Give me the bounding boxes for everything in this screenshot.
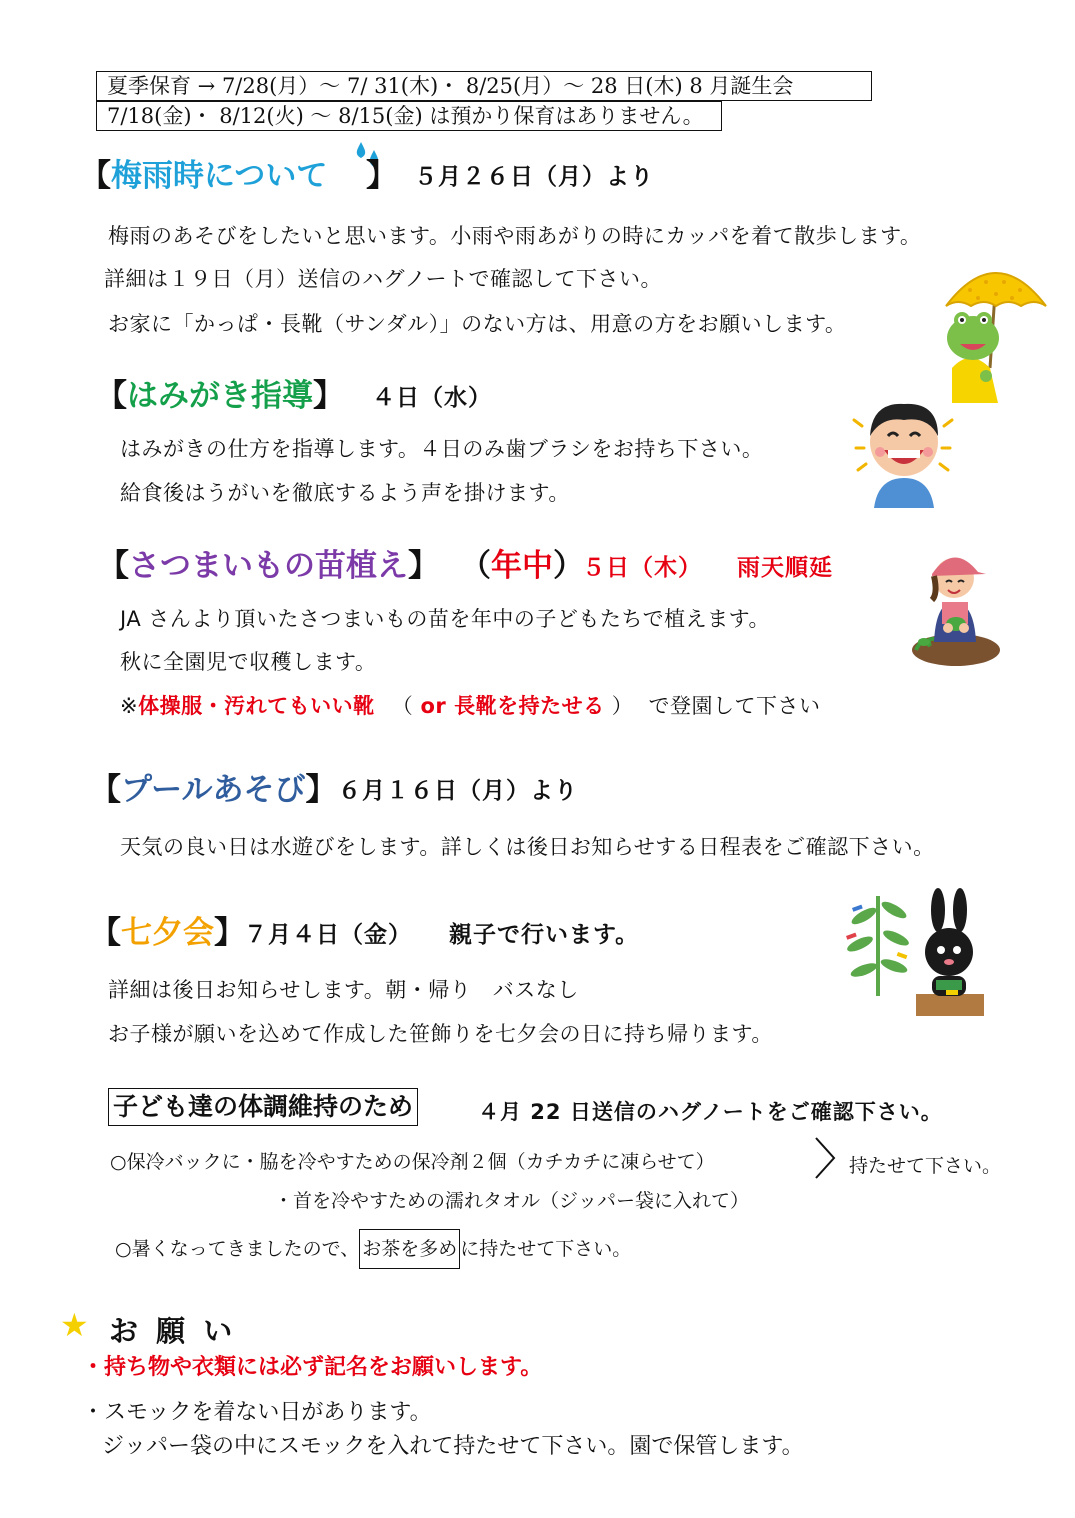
smiling-boy-illustration (848, 390, 960, 508)
tanabata-line-1: 詳細は後日お知らせします。朝・帰り バスなし (108, 978, 579, 1002)
brushing-line-2: 給食後はうがいを徹底するよう声を掛けます。 (120, 481, 570, 505)
potato-line-2: 秋に全園児で収穫します。 (120, 650, 377, 674)
potato-date: ５日（木） (582, 555, 702, 581)
brushing-date: ４日（水） (372, 385, 492, 411)
summer-care-notice (96, 71, 872, 101)
potato-rain-note: 雨天順延 (737, 555, 833, 581)
pool-heading: 【プールあそび】 (90, 772, 337, 808)
tanabata-line-2: お子様が願いを込めて作成した笹飾りを七夕会の日に持ち帰ります。 (108, 1022, 773, 1046)
health-bring-text: 持たせて下さい。 (849, 1155, 1002, 1177)
tanabata-note: 親子で行います。 (449, 922, 640, 948)
rainy-line-3: お家に「かっぱ・長靴（サンダル）」のない方は、用意の方をお願いします。 (108, 312, 847, 336)
brushing-heading: 【はみがき指導】 (96, 378, 344, 414)
requests-line-2: ・スモックを着ない日があります。 (82, 1400, 432, 1425)
pool-line: 天気の良い日は水遊びをします。詳しくは後日お知らせする日程表をご確認下さい。 (120, 835, 935, 859)
rainy-line-2: 詳細は１９日（月）送信のハグノートで確認して下さい。 (104, 267, 662, 291)
brushing-line-1: はみがきの仕方を指導します。４日のみ歯ブラシをお持ち下さい。 (120, 437, 764, 461)
rainy-line-1: 梅雨のあそびをしたいと思います。小雨や雨あがりの時にカッパを着て散歩します。 (108, 224, 922, 248)
health-box-title: 子ども達の体調維持のため (108, 1088, 418, 1126)
health-item-3: ○暑くなってきましたので、 お茶を多め に持たせて下さい。 (115, 1229, 631, 1269)
chevron-right-icon (814, 1136, 838, 1180)
summer-care-line: 夏季保育 → 7/28(月）～ 7/ 31(木)・ 8/25(月）～ 28 日(木) 8 月誕生会 (107, 74, 794, 98)
rainy-title: 梅雨時について (111, 158, 328, 194)
requests-line-1: ・持ち物や衣類には必ず記名をお願いします。 (82, 1355, 543, 1380)
no-care-notice (96, 101, 722, 131)
pool-title: プールあそび (121, 772, 306, 808)
requests-line-3: ジッパー袋の中にスモックを入れて持たせて下さい。園で保管します。 (102, 1434, 804, 1459)
health-date-note: ４月 22 日送信のハグノートをご確認下さい。 (478, 1100, 943, 1124)
no-care-line: 7/18(金)・ 8/12(火) ～ 8/15(金) は預かり保育はありません。 (107, 104, 704, 128)
tea-highlight-box: お茶を多め (359, 1229, 460, 1269)
frog-umbrella-illustration (940, 258, 1050, 408)
child-planting-illustration (906, 532, 1002, 668)
tanabata-heading: 【七夕会】 (90, 915, 245, 951)
potato-title: さつまいもの苗植え (129, 548, 408, 584)
pool-date: ６月１６日（月）より (338, 778, 578, 804)
potato-heading: 【さつまいもの苗植え】 (98, 548, 439, 584)
potato-line-3: ※体操服・汚れてもいい靴 （ or 長靴を持たせる ） で登園して下さい (120, 694, 821, 718)
requests-title: お 願 い (109, 1314, 237, 1348)
star-icon: ★ (60, 1306, 89, 1344)
rainy-date: ５月２６日（月）より (414, 164, 654, 190)
potato-line-1: JA さんより頂いたさつまいもの苗を年中の子どもたちで植えます。 (120, 607, 770, 631)
tanabata-date: ７月４日（金） (244, 922, 412, 948)
tanabata-title: 七夕会 (121, 915, 214, 951)
brushing-title: はみがき指導 (127, 378, 313, 414)
health-item-2: ・首を冷やすための濡れタオル（ジッパー袋に入れて） (274, 1190, 750, 1212)
health-item-1: ○保冷バックに・脇を冷やすための保冷剤２個（カチカチに凍らせて） (110, 1151, 715, 1173)
rainy-heading: 【梅雨時について (80, 158, 328, 194)
potato-grade: （年中） (460, 548, 584, 584)
rabbit-bamboo-illustration (838, 886, 988, 1018)
